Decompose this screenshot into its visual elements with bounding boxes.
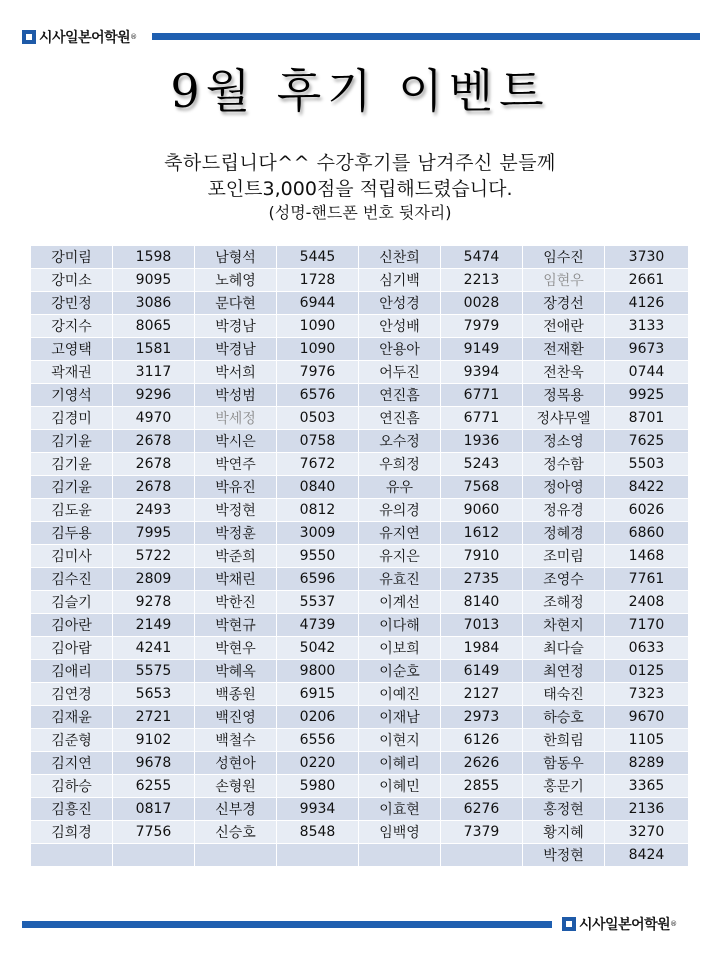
phone-last-digits: 3270 bbox=[605, 821, 689, 844]
table-row bbox=[31, 775, 689, 798]
winner-name: 김미사 bbox=[31, 545, 113, 568]
phone-last-digits: 8065 bbox=[113, 315, 195, 338]
winner-name: 김희경 bbox=[31, 821, 113, 844]
phone-last-digits: 6944 bbox=[277, 292, 359, 315]
winner-name: 장경선 bbox=[523, 292, 605, 315]
winner-name: 김하승 bbox=[31, 775, 113, 798]
winner-name: 오수정 bbox=[359, 430, 441, 453]
winner-name: 손형원 bbox=[195, 775, 277, 798]
table-row bbox=[31, 706, 689, 729]
phone-last-digits: 5503 bbox=[605, 453, 689, 476]
phone-last-digits: 5537 bbox=[277, 591, 359, 614]
brand-registered-mark: ® bbox=[670, 920, 678, 928]
phone-last-digits: 8422 bbox=[605, 476, 689, 499]
winner-name bbox=[195, 844, 277, 867]
winner-name: 김아람 bbox=[31, 637, 113, 660]
table-row bbox=[31, 361, 689, 384]
winner-name: 함동우 bbox=[523, 752, 605, 775]
phone-last-digits: 2626 bbox=[441, 752, 523, 775]
winner-name: 하승호 bbox=[523, 706, 605, 729]
winner-name: 백종원 bbox=[195, 683, 277, 706]
winner-name: 홍정현 bbox=[523, 798, 605, 821]
winner-name: 김애리 bbox=[31, 660, 113, 683]
phone-last-digits: 0744 bbox=[605, 361, 689, 384]
winner-name: 유의경 bbox=[359, 499, 441, 522]
phone-last-digits: 7995 bbox=[113, 522, 195, 545]
winner-name: 정소영 bbox=[523, 430, 605, 453]
phone-last-digits: 1984 bbox=[441, 637, 523, 660]
winner-name: 이보희 bbox=[359, 637, 441, 660]
phone-last-digits: 9102 bbox=[113, 729, 195, 752]
winner-name: 정수함 bbox=[523, 453, 605, 476]
phone-last-digits: 0028 bbox=[441, 292, 523, 315]
phone-last-digits: 2678 bbox=[113, 476, 195, 499]
winner-name: 심기백 bbox=[359, 269, 441, 292]
phone-last-digits: 0125 bbox=[605, 660, 689, 683]
phone-last-digits: 2721 bbox=[113, 706, 195, 729]
winner-name: 정목용 bbox=[523, 384, 605, 407]
winner-name: 한희림 bbox=[523, 729, 605, 752]
winner-name: 노혜영 bbox=[195, 269, 277, 292]
winner-name: 우희정 bbox=[359, 453, 441, 476]
phone-last-digits: 6915 bbox=[277, 683, 359, 706]
winner-name: 조영수 bbox=[523, 568, 605, 591]
table-row bbox=[31, 430, 689, 453]
winner-name: 강지수 bbox=[31, 315, 113, 338]
phone-last-digits: 0220 bbox=[277, 752, 359, 775]
winner-name: 이계선 bbox=[359, 591, 441, 614]
phone-last-digits: 1612 bbox=[441, 522, 523, 545]
winner-name bbox=[359, 844, 441, 867]
winner-name: 김흥진 bbox=[31, 798, 113, 821]
phone-last-digits: 9394 bbox=[441, 361, 523, 384]
winner-name: 박서희 bbox=[195, 361, 277, 384]
table-row bbox=[31, 292, 689, 315]
phone-last-digits: 5653 bbox=[113, 683, 195, 706]
brand-name-bottom: 시사일본어학원 bbox=[579, 917, 671, 933]
phone-last-digits: 8289 bbox=[605, 752, 689, 775]
winner-name: 최다슬 bbox=[523, 637, 605, 660]
winner-name: 박한진 bbox=[195, 591, 277, 614]
table-row bbox=[31, 499, 689, 522]
phone-last-digits: 0840 bbox=[277, 476, 359, 499]
winner-name: 김준형 bbox=[31, 729, 113, 752]
table-row bbox=[31, 522, 689, 545]
winner-name: 유우 bbox=[359, 476, 441, 499]
winner-name: 박준희 bbox=[195, 545, 277, 568]
phone-last-digits: 2408 bbox=[605, 591, 689, 614]
phone-last-digits: 2136 bbox=[605, 798, 689, 821]
phone-last-digits: 5980 bbox=[277, 775, 359, 798]
winner-name: 정아영 bbox=[523, 476, 605, 499]
phone-last-digits: 9278 bbox=[113, 591, 195, 614]
phone-last-digits: 6771 bbox=[441, 384, 523, 407]
winner-name: 이순호 bbox=[359, 660, 441, 683]
table-row bbox=[31, 821, 689, 844]
winner-name: 신부경 bbox=[195, 798, 277, 821]
winner-name: 기영석 bbox=[31, 384, 113, 407]
phone-last-digits: 1090 bbox=[277, 338, 359, 361]
phone-last-digits bbox=[277, 844, 359, 867]
phone-last-digits: 6126 bbox=[441, 729, 523, 752]
winner-name: 안성배 bbox=[359, 315, 441, 338]
phone-last-digits: 9670 bbox=[605, 706, 689, 729]
phone-last-digits: 6276 bbox=[441, 798, 523, 821]
winner-name: 유지은 bbox=[359, 545, 441, 568]
winner-name: 박경남 bbox=[195, 315, 277, 338]
phone-last-digits: 0206 bbox=[277, 706, 359, 729]
phone-last-digits: 5445 bbox=[277, 246, 359, 269]
table-row bbox=[31, 660, 689, 683]
winner-name: 황지혜 bbox=[523, 821, 605, 844]
table-row bbox=[31, 729, 689, 752]
winner-name: 김슬기 bbox=[31, 591, 113, 614]
table-row bbox=[31, 407, 689, 430]
winner-name: 정혜경 bbox=[523, 522, 605, 545]
header-bar bbox=[152, 33, 700, 40]
phone-last-digits: 5722 bbox=[113, 545, 195, 568]
phone-last-digits: 0503 bbox=[277, 407, 359, 430]
phone-last-digits: 9095 bbox=[113, 269, 195, 292]
brand-mark-icon bbox=[562, 917, 576, 931]
phone-last-digits: 9296 bbox=[113, 384, 195, 407]
winner-name: 연진흠 bbox=[359, 407, 441, 430]
phone-last-digits: 3730 bbox=[605, 246, 689, 269]
phone-last-digits: 2678 bbox=[113, 430, 195, 453]
winner-name: 박현규 bbox=[195, 614, 277, 637]
winner-name: 김기윤 bbox=[31, 476, 113, 499]
table-row bbox=[31, 798, 689, 821]
winner-name: 김기윤 bbox=[31, 453, 113, 476]
phone-last-digits: 6860 bbox=[605, 522, 689, 545]
winner-name: 강민정 bbox=[31, 292, 113, 315]
phone-last-digits: 7379 bbox=[441, 821, 523, 844]
winner-name: 어두진 bbox=[359, 361, 441, 384]
phone-last-digits: 6576 bbox=[277, 384, 359, 407]
winner-name: 김수진 bbox=[31, 568, 113, 591]
table-row bbox=[31, 338, 689, 361]
phone-last-digits: 2973 bbox=[441, 706, 523, 729]
phone-last-digits: 2678 bbox=[113, 453, 195, 476]
phone-last-digits: 6771 bbox=[441, 407, 523, 430]
phone-last-digits: 3365 bbox=[605, 775, 689, 798]
winner-name: 곽재권 bbox=[31, 361, 113, 384]
table-row bbox=[31, 591, 689, 614]
phone-last-digits: 7979 bbox=[441, 315, 523, 338]
winner-name: 이다해 bbox=[359, 614, 441, 637]
winner-name: 홍문기 bbox=[523, 775, 605, 798]
winner-name: 박정훈 bbox=[195, 522, 277, 545]
winner-name: 박유진 bbox=[195, 476, 277, 499]
phone-last-digits: 2127 bbox=[441, 683, 523, 706]
winner-name: 임수진 bbox=[523, 246, 605, 269]
phone-last-digits: 2809 bbox=[113, 568, 195, 591]
phone-last-digits: 5474 bbox=[441, 246, 523, 269]
winner-name: 전찬욱 bbox=[523, 361, 605, 384]
table-row bbox=[31, 844, 689, 867]
phone-last-digits bbox=[441, 844, 523, 867]
winner-name: 조해정 bbox=[523, 591, 605, 614]
winner-name: 박세정 bbox=[195, 407, 277, 430]
winner-name: 박성범 bbox=[195, 384, 277, 407]
table-row bbox=[31, 752, 689, 775]
phone-last-digits: 8140 bbox=[441, 591, 523, 614]
page-title: 9월 후기 이벤트 bbox=[170, 64, 550, 118]
table-row bbox=[31, 269, 689, 292]
winner-name: 백진영 bbox=[195, 706, 277, 729]
phone-last-digits: 1581 bbox=[113, 338, 195, 361]
phone-last-digits: 2149 bbox=[113, 614, 195, 637]
table-row bbox=[31, 384, 689, 407]
phone-last-digits: 6255 bbox=[113, 775, 195, 798]
phone-last-digits: 4739 bbox=[277, 614, 359, 637]
phone-last-digits: 3009 bbox=[277, 522, 359, 545]
phone-last-digits: 8548 bbox=[277, 821, 359, 844]
phone-last-digits: 2735 bbox=[441, 568, 523, 591]
winner-name: 이현지 bbox=[359, 729, 441, 752]
phone-last-digits: 9925 bbox=[605, 384, 689, 407]
brand-name-top: 시사일본어학원 bbox=[39, 30, 131, 46]
winner-name: 전재환 bbox=[523, 338, 605, 361]
winner-name: 김경미 bbox=[31, 407, 113, 430]
phone-last-digits: 9550 bbox=[277, 545, 359, 568]
phone-last-digits: 6026 bbox=[605, 499, 689, 522]
winner-name: 문다현 bbox=[195, 292, 277, 315]
phone-last-digits: 0812 bbox=[277, 499, 359, 522]
winner-name: 박시은 bbox=[195, 430, 277, 453]
winner-name: 박정현 bbox=[523, 844, 605, 867]
phone-last-digits: 6149 bbox=[441, 660, 523, 683]
phone-last-digits: 9673 bbox=[605, 338, 689, 361]
table-row bbox=[31, 246, 689, 269]
winner-name: 차현지 bbox=[523, 614, 605, 637]
winner-name: 김두용 bbox=[31, 522, 113, 545]
winner-name: 유지연 bbox=[359, 522, 441, 545]
table-row bbox=[31, 637, 689, 660]
winner-name: 고영택 bbox=[31, 338, 113, 361]
phone-last-digits: 9678 bbox=[113, 752, 195, 775]
phone-last-digits: 7013 bbox=[441, 614, 523, 637]
phone-last-digits bbox=[113, 844, 195, 867]
winner-name: 정유경 bbox=[523, 499, 605, 522]
brand-logo-bottom bbox=[562, 914, 677, 934]
phone-last-digits: 7756 bbox=[113, 821, 195, 844]
winner-name: 성현아 bbox=[195, 752, 277, 775]
winner-name: 박정현 bbox=[195, 499, 277, 522]
table-row bbox=[31, 545, 689, 568]
winner-name: 이예진 bbox=[359, 683, 441, 706]
winner-name: 임현우 bbox=[523, 269, 605, 292]
winner-name: 박현우 bbox=[195, 637, 277, 660]
winner-name: 유효진 bbox=[359, 568, 441, 591]
winner-name: 김재윤 bbox=[31, 706, 113, 729]
points-line: 포인트3,000점을 적립해드렸습니다. bbox=[207, 178, 513, 200]
phone-last-digits: 7910 bbox=[441, 545, 523, 568]
winner-name: 최연정 bbox=[523, 660, 605, 683]
phone-last-digits: 7170 bbox=[605, 614, 689, 637]
phone-last-digits: 2855 bbox=[441, 775, 523, 798]
phone-last-digits: 9934 bbox=[277, 798, 359, 821]
winner-name bbox=[31, 844, 113, 867]
phone-last-digits: 6596 bbox=[277, 568, 359, 591]
winner-name: 박경남 bbox=[195, 338, 277, 361]
phone-last-digits: 2661 bbox=[605, 269, 689, 292]
table-row bbox=[31, 476, 689, 499]
winner-name: 안성경 bbox=[359, 292, 441, 315]
table-row bbox=[31, 683, 689, 706]
winner-name: 이혜리 bbox=[359, 752, 441, 775]
phone-last-digits: 1105 bbox=[605, 729, 689, 752]
winner-name: 임백영 bbox=[359, 821, 441, 844]
phone-last-digits: 7761 bbox=[605, 568, 689, 591]
winner-name: 박혜옥 bbox=[195, 660, 277, 683]
format-note: (성명-핸드폰 번호 뒷자리) bbox=[268, 203, 452, 222]
table-row bbox=[31, 614, 689, 637]
phone-last-digits: 8424 bbox=[605, 844, 689, 867]
winner-name: 강미림 bbox=[31, 246, 113, 269]
winner-name: 신승호 bbox=[195, 821, 277, 844]
phone-last-digits: 7568 bbox=[441, 476, 523, 499]
phone-last-digits: 8701 bbox=[605, 407, 689, 430]
phone-last-digits: 4241 bbox=[113, 637, 195, 660]
phone-last-digits: 3133 bbox=[605, 315, 689, 338]
phone-last-digits: 3086 bbox=[113, 292, 195, 315]
phone-last-digits: 3117 bbox=[113, 361, 195, 384]
winner-name: 백철수 bbox=[195, 729, 277, 752]
winner-name: 김지연 bbox=[31, 752, 113, 775]
congrats-line: 축하드립니다^^ 수강후기를 남겨주신 분들께 bbox=[164, 152, 556, 174]
phone-last-digits: 6556 bbox=[277, 729, 359, 752]
winner-name: 김아란 bbox=[31, 614, 113, 637]
footer-bar bbox=[22, 921, 552, 928]
phone-last-digits: 0758 bbox=[277, 430, 359, 453]
winner-name: 이효현 bbox=[359, 798, 441, 821]
phone-last-digits: 2213 bbox=[441, 269, 523, 292]
winner-name: 남형석 bbox=[195, 246, 277, 269]
winner-name: 김기윤 bbox=[31, 430, 113, 453]
phone-last-digits: 1598 bbox=[113, 246, 195, 269]
table-row bbox=[31, 315, 689, 338]
winner-name: 강미소 bbox=[31, 269, 113, 292]
phone-last-digits: 7323 bbox=[605, 683, 689, 706]
phone-last-digits: 1090 bbox=[277, 315, 359, 338]
phone-last-digits: 4126 bbox=[605, 292, 689, 315]
phone-last-digits: 5575 bbox=[113, 660, 195, 683]
phone-last-digits: 4970 bbox=[113, 407, 195, 430]
brand-registered-mark: ® bbox=[130, 33, 138, 41]
brand-logo-top bbox=[22, 27, 137, 47]
winner-name: 박연주 bbox=[195, 453, 277, 476]
winner-name: 연진흠 bbox=[359, 384, 441, 407]
phone-last-digits: 5042 bbox=[277, 637, 359, 660]
table-row bbox=[31, 568, 689, 591]
table-row bbox=[31, 453, 689, 476]
phone-last-digits: 1728 bbox=[277, 269, 359, 292]
winner-name: 전애란 bbox=[523, 315, 605, 338]
phone-last-digits: 7976 bbox=[277, 361, 359, 384]
phone-last-digits: 2493 bbox=[113, 499, 195, 522]
phone-last-digits: 1468 bbox=[605, 545, 689, 568]
winner-name: 조미림 bbox=[523, 545, 605, 568]
phone-last-digits: 0817 bbox=[113, 798, 195, 821]
phone-last-digits: 7672 bbox=[277, 453, 359, 476]
phone-last-digits: 9149 bbox=[441, 338, 523, 361]
phone-last-digits: 9060 bbox=[441, 499, 523, 522]
phone-last-digits: 9800 bbox=[277, 660, 359, 683]
phone-last-digits: 5243 bbox=[441, 453, 523, 476]
winner-name: 안용아 bbox=[359, 338, 441, 361]
winner-name: 정샤무엘 bbox=[523, 407, 605, 430]
winner-name: 신찬희 bbox=[359, 246, 441, 269]
winner-name: 이혜민 bbox=[359, 775, 441, 798]
winner-name: 김연경 bbox=[31, 683, 113, 706]
winner-name: 김도윤 bbox=[31, 499, 113, 522]
phone-last-digits: 1936 bbox=[441, 430, 523, 453]
winner-name: 박채린 bbox=[195, 568, 277, 591]
winner-name: 태숙진 bbox=[523, 683, 605, 706]
brand-mark-icon bbox=[22, 30, 36, 44]
phone-last-digits: 0633 bbox=[605, 637, 689, 660]
winner-name: 이재남 bbox=[359, 706, 441, 729]
winners-table bbox=[30, 245, 689, 867]
phone-last-digits: 7625 bbox=[605, 430, 689, 453]
